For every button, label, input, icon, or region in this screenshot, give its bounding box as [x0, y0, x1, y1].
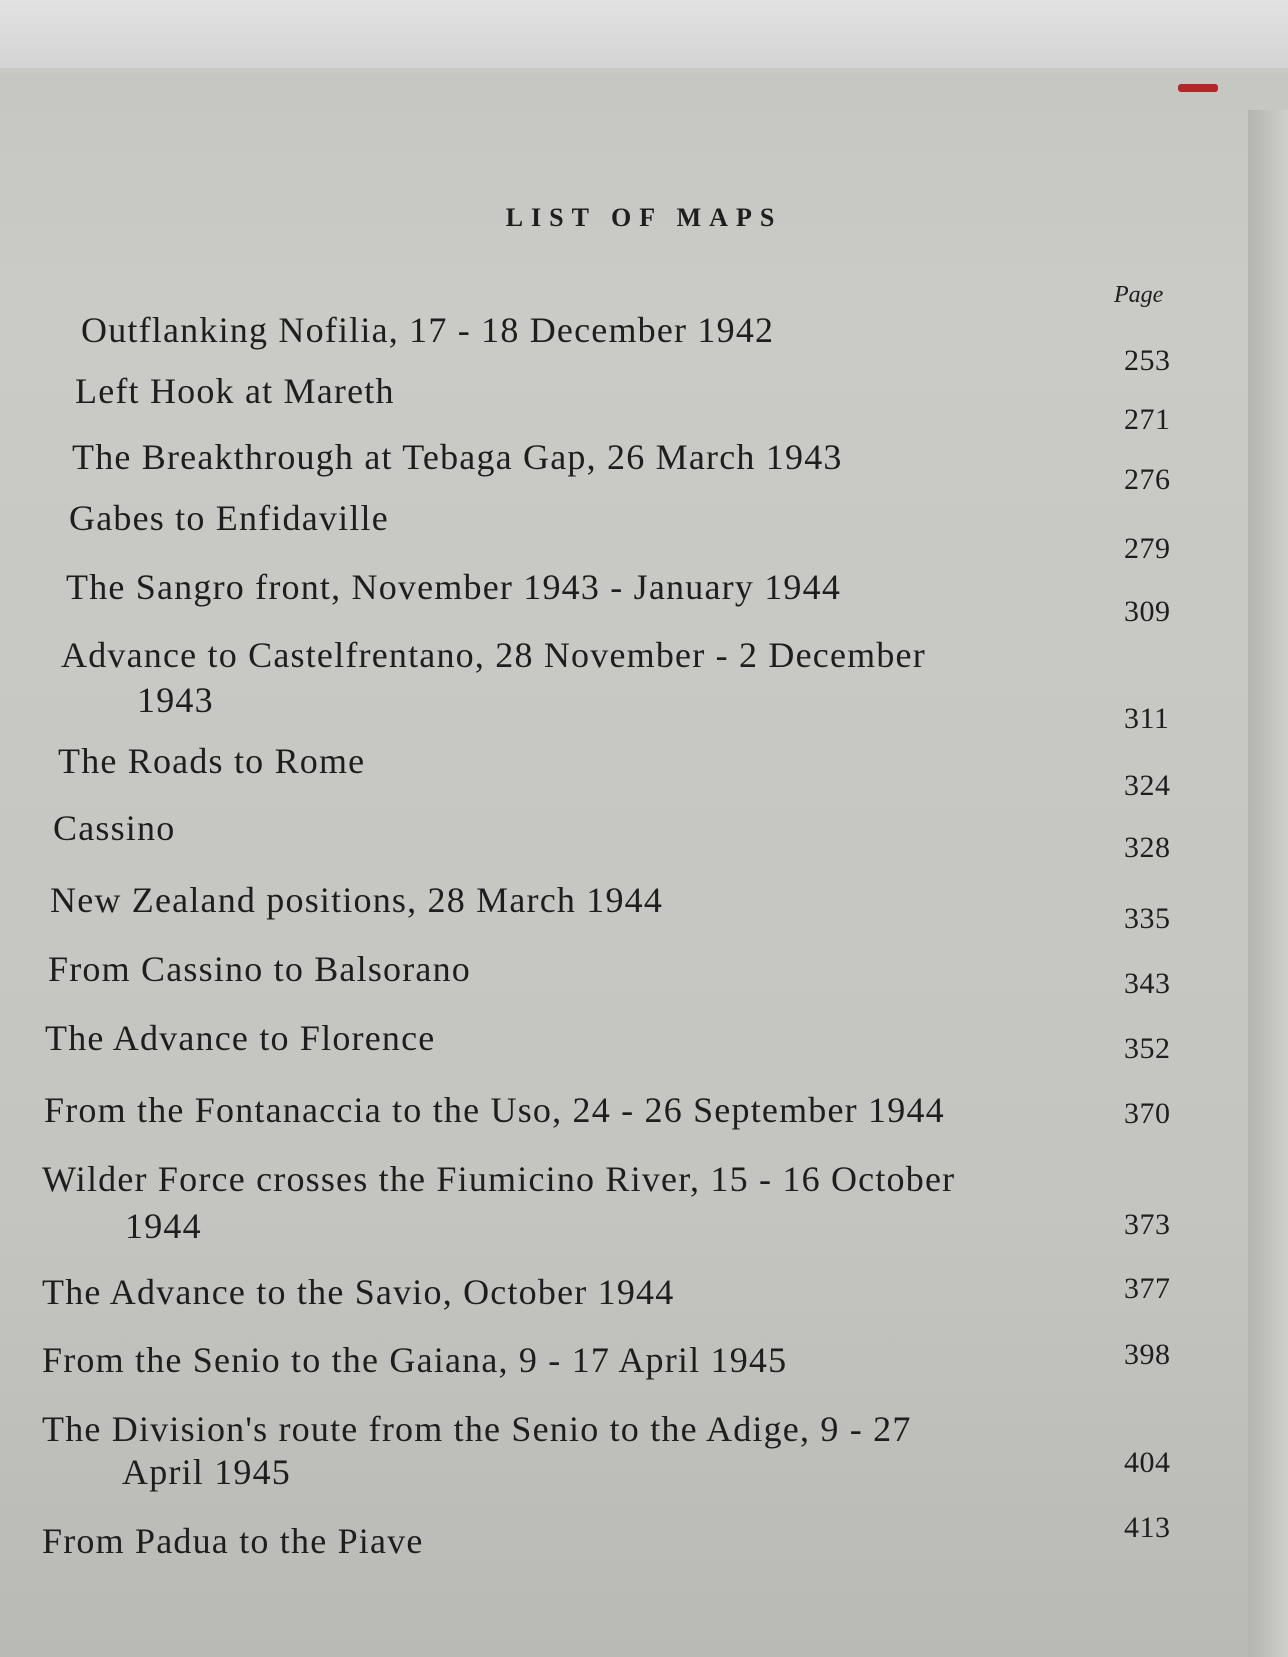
page-number: 276: [1124, 463, 1171, 496]
page-number: 253: [1124, 344, 1171, 377]
page-number: 324: [1124, 769, 1171, 802]
page-number: 404: [1124, 1446, 1171, 1479]
map-title: Outflanking Nofilia, 17 - 18 December 1942: [81, 310, 775, 350]
map-title: From the Senio to the Gaiana, 9 - 17 April 1945: [42, 1340, 788, 1380]
page-number: 343: [1124, 967, 1171, 1000]
page-number: 377: [1124, 1272, 1171, 1305]
page-title: LIST OF MAPS: [505, 203, 783, 232]
page-number: 311: [1124, 702, 1170, 735]
map-title: The Division's route from the Senio to the Adige, 9 - 27: [42, 1409, 912, 1449]
map-title: From Padua to the Piave: [42, 1521, 424, 1561]
page-number: 373: [1124, 1208, 1171, 1241]
page-number: 398: [1124, 1338, 1171, 1371]
map-title: The Roads to Rome: [58, 741, 366, 781]
map-title: The Breakthrough at Tebaga Gap, 26 March 1943: [72, 437, 843, 477]
map-title: From Cassino to Balsorano: [48, 949, 471, 989]
map-title: The Advance to Florence: [45, 1018, 436, 1058]
map-title-continuation: April 1945: [122, 1452, 291, 1492]
page-number: 271: [1124, 403, 1171, 436]
map-title: Cassino: [53, 808, 176, 848]
map-title: Wilder Force crosses the Fiumicino River, 15 - 16 October: [42, 1159, 956, 1199]
bookmark-ribbon: [1178, 84, 1218, 92]
page-number: 279: [1124, 532, 1171, 565]
page-number: 335: [1124, 902, 1171, 935]
map-title: From the Fontanaccia to the Uso, 24 - 26 September 1944: [44, 1090, 945, 1130]
map-title-continuation: 1944: [125, 1206, 202, 1246]
page-number: 413: [1124, 1511, 1171, 1544]
page-number: 370: [1124, 1097, 1171, 1130]
map-title: The Sangro front, November 1943 - January 1944: [66, 567, 842, 607]
map-title: Gabes to Enfidaville: [69, 498, 389, 538]
map-title: Advance to Castelfrentano, 28 November - 2 December: [61, 635, 926, 675]
adjacent-page-edge: [1248, 110, 1288, 1657]
page-number: 352: [1124, 1032, 1171, 1065]
map-title: New Zealand positions, 28 March 1944: [50, 880, 664, 920]
map-title: The Advance to the Savio, October 1944: [42, 1272, 675, 1312]
map-title: Left Hook at Mareth: [75, 371, 395, 411]
page-number: 328: [1124, 831, 1171, 864]
page-number: 309: [1124, 595, 1171, 628]
map-title-continuation: 1943: [137, 680, 214, 720]
background-surface: [0, 0, 1288, 68]
page-column-label: Page: [1114, 282, 1164, 308]
